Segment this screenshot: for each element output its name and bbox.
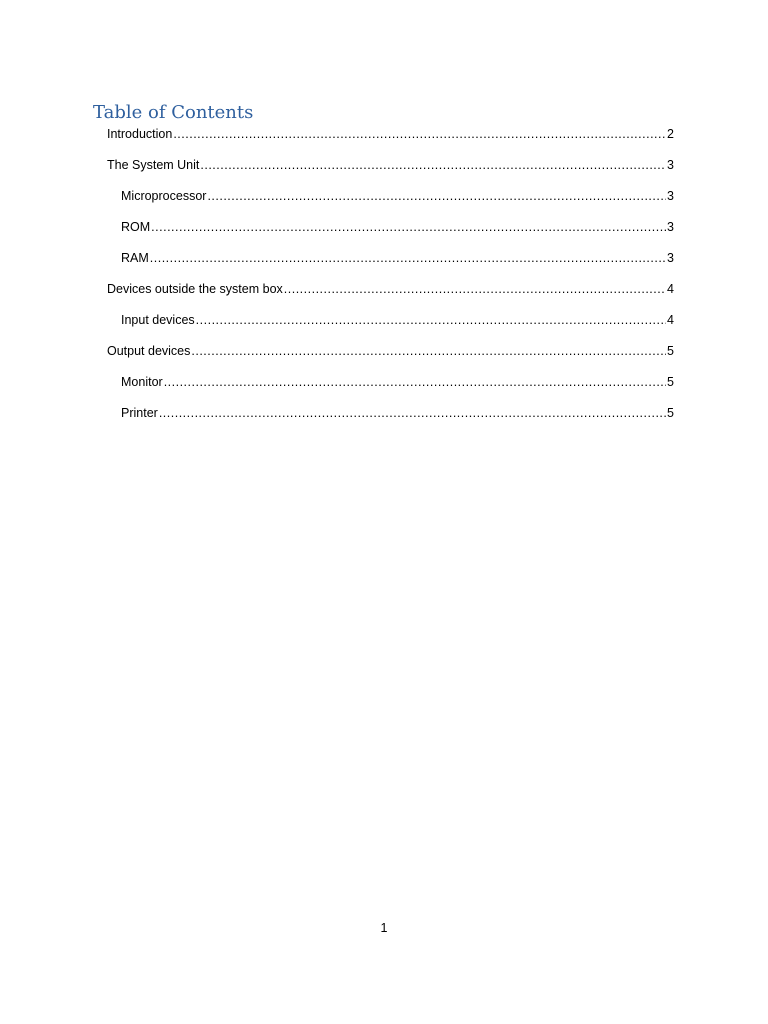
toc-entry-ram[interactable] [121, 249, 674, 267]
toc-entry-title: Devices outside the system box [107, 282, 283, 296]
toc-dot-leader [150, 249, 666, 267]
toc-entry-devices-outside-the-system-box[interactable] [107, 280, 674, 298]
toc-dot-leader [159, 404, 666, 422]
toc-entry-introduction[interactable] [107, 125, 674, 143]
toc-dot-leader [284, 280, 666, 298]
toc-dot-leader [207, 187, 666, 205]
toc-dot-leader [200, 156, 666, 174]
toc-dot-leader [191, 342, 666, 360]
toc-entry-page-number: 4 [667, 313, 674, 327]
toc-entry-page-number: 5 [667, 375, 674, 389]
toc-entry-title: Output devices [107, 344, 191, 358]
toc-entry-printer[interactable] [121, 404, 674, 422]
toc-entry-the-system-unit[interactable] [107, 156, 674, 174]
toc-entry-title: Monitor [121, 375, 163, 389]
toc-entry-rom[interactable] [121, 218, 674, 236]
toc-entry-page-number: 5 [667, 344, 674, 358]
toc-entry-page-number: 2 [667, 127, 674, 141]
toc-entry-input-devices[interactable] [121, 311, 674, 329]
toc-dot-leader [173, 125, 666, 143]
toc-entry-page-number: 3 [667, 189, 674, 203]
toc-heading: Table of Contents [93, 102, 254, 123]
toc-entry-title: Microprocessor [121, 189, 207, 203]
page-number-footer: 1 [380, 921, 388, 935]
toc-entry-title: Input devices [121, 313, 195, 327]
toc-entry-title: ROM [121, 220, 151, 234]
toc-entry-page-number: 3 [667, 158, 674, 172]
toc-entry-title: Introduction [107, 127, 173, 141]
toc-entry-microprocessor[interactable] [121, 187, 674, 205]
toc-dot-leader [151, 218, 666, 236]
toc-entry-page-number: 5 [667, 406, 674, 420]
toc-entry-page-number: 3 [667, 220, 674, 234]
toc-entry-title: Printer [121, 406, 158, 420]
toc-entry-title: RAM [121, 251, 149, 265]
toc-entry-title: The System Unit [107, 158, 200, 172]
toc-entry-output-devices[interactable] [107, 342, 674, 360]
toc-entry-monitor[interactable] [121, 373, 674, 391]
toc-dot-leader [196, 311, 666, 329]
toc-entry-page-number: 4 [667, 282, 674, 296]
toc-dot-leader [164, 373, 666, 391]
toc-entry-page-number: 3 [667, 251, 674, 265]
